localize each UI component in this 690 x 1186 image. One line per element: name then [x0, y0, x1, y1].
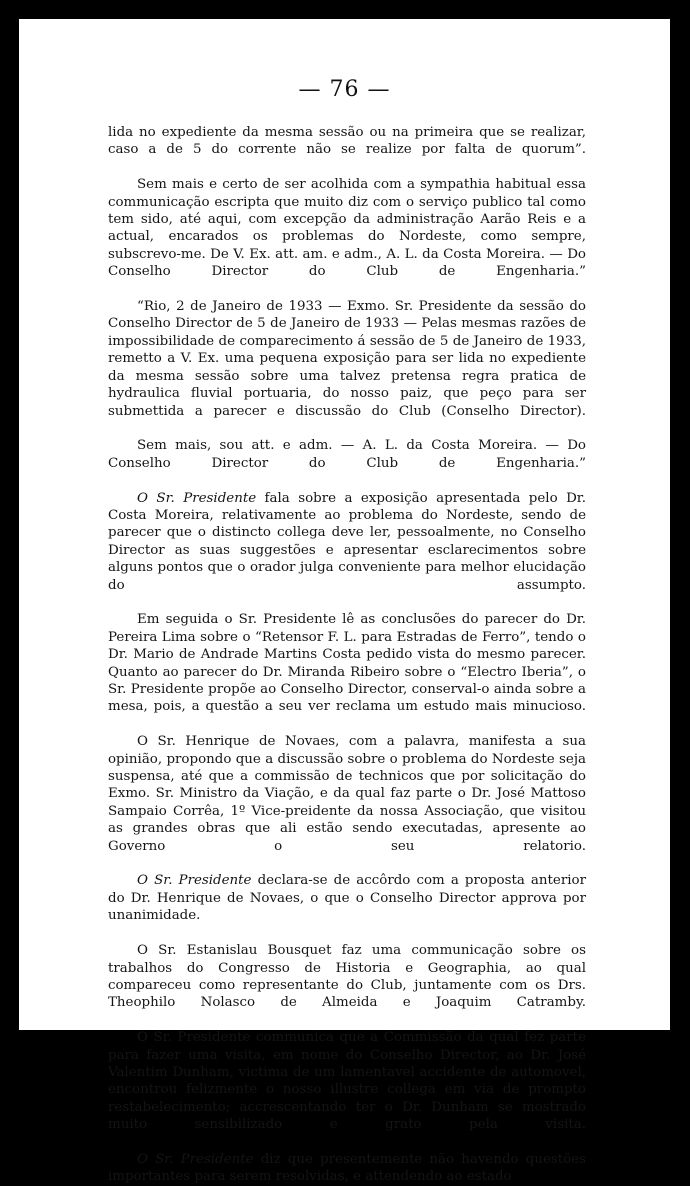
paragraph — [108, 872, 586, 942]
paragraph-text: lida no expediente da mesma sessão ou na primeira que se realizar, caso a de 5 do corrente não se realize por falta de quorum”. — [108, 125, 586, 158]
paragraph-text: O Sr. Presidente communica que a Commissão da qual fez parte para fazer uma visita, em nome do Conselho Director, ao Dr. José Valentim Dunham, victima de um lamentavel accidente de automovel, encontrou felizmente o nosso illustre collega em via de prompto restabelecimento; accrescentando ter o Dr. Dunham se mostrado muito sensibilizado e grato pela visita. — [108, 1030, 586, 1133]
italic-speaker: O Sr. Presidente — [137, 873, 252, 889]
body-text — [108, 124, 586, 1186]
paragraph-text: Em seguida o Sr. Presidente lê as conclusões do parecer do Dr. Pereira Lima sobre o “Retensor F. L. para Estradas de Ferro”, tendo o Dr. Mario de Andrade Martins Costa pedido vista do mesmo parecer. Quanto ao parecer do Dr. Miranda Ribeiro sobre o “Electro Iberia”, o Sr. Presidente propõe ao Conselho Director, conserval-o ainda sobre a mesa, pois, a questão a seu ver reclama um estudo mais minucioso. — [108, 612, 586, 715]
paragraph — [108, 733, 586, 872]
page-number: — 76 — — [298, 77, 391, 102]
paragraph — [108, 1029, 586, 1151]
paragraph-text: Sem mais, sou att. e adm. — A. L. da Costa Moreira. — Do Conselho Director do Club de Engenharia.” — [108, 438, 586, 471]
paragraph — [108, 298, 586, 437]
paragraph — [108, 942, 586, 1029]
paragraph — [108, 1151, 586, 1186]
paragraph — [108, 437, 586, 489]
paragraph-text: declara-se de accôrdo com a proposta anterior do Dr. Henrique de Novaes, o que o Conselho Director approva por unanimidade. — [108, 873, 586, 924]
paragraph-text: fala sobre a exposição apresentada pelo Dr. Costa Moreira, relativamente ao problema do Nordeste, sendo de parecer que o distincto collega deve ler, pessoalmente, no Conselho Director as suas suggestões e apresentar esclarecimentos sobre alguns pontos que o orador julga conveniente para melhor elucidação do assumpto. — [108, 490, 586, 593]
italic-speaker: O Sr. Presidente — [137, 490, 257, 506]
document-page — [19, 19, 670, 1185]
paragraph — [108, 490, 586, 612]
paragraph-text: O Sr. Estanislau Bousquet faz uma communicação sobre os trabalhos do Congresso de Historia e Geographia, ao qual compareceu como representante do Club, juntamente com os Drs. Theophilo Nolasco de Almeida e Joaquim Catramby. — [108, 943, 586, 1011]
paragraph — [108, 611, 586, 733]
italic-speaker: O Sr. Presidente — [137, 1151, 254, 1167]
paragraph — [108, 124, 586, 176]
paragraph-text: “Rio, 2 de Janeiro de 1933 — Exmo. Sr. Presidente da sessão do Conselho Director de 5 de Janeiro de 1933 — Pelas mesmas razões de impossibilidade de comparecimento á sessão de 5 de Janeiro de 1933, remetto a V. Ex. uma pequena exposição para ser lida no expediente da mesma sessão sobre uma talvez pretensa regra pratica de hydraulica fluvial portuaria, do nosso paiz, que peço para ser submettida a parecer e discussão do Club (Conselho Director). — [108, 299, 586, 419]
paragraph — [108, 176, 586, 298]
paragraph-text: diz que presentemente não havendo questões importantes para serem resolvidas, e attendendo ao estado — [108, 1151, 586, 1185]
paragraph-text: Sem mais e certo de ser acolhida com a sympathia habitual essa communicação escripta que muito diz com o serviço publico tal como tem sido, até aqui, com excepção da administração Aarão Reis e a actual, encarados os problemas do Nordeste, como sempre, subscrevo-me. De V. Ex. att. am. e adm., A. L. da Costa Moreira. — Do Conselho Director do Club de Engenharia.” — [108, 177, 586, 280]
paragraph-text: O Sr. Henrique de Novaes, com a palavra, manifesta a sua opinião, propondo que a discussão sobre o problema do Nordeste seja suspensa, até que a commissão de technicos que por solicitação do Exmo. Sr. Ministro da Viação, e da qual faz parte o Dr. José Mattoso Sampaio Corrêa, 1º Vice-preidente da nossa Associação, que visitou as grandes obras que ali estão sendo executadas, apresente ao Governo o seu relatorio. — [108, 734, 586, 854]
